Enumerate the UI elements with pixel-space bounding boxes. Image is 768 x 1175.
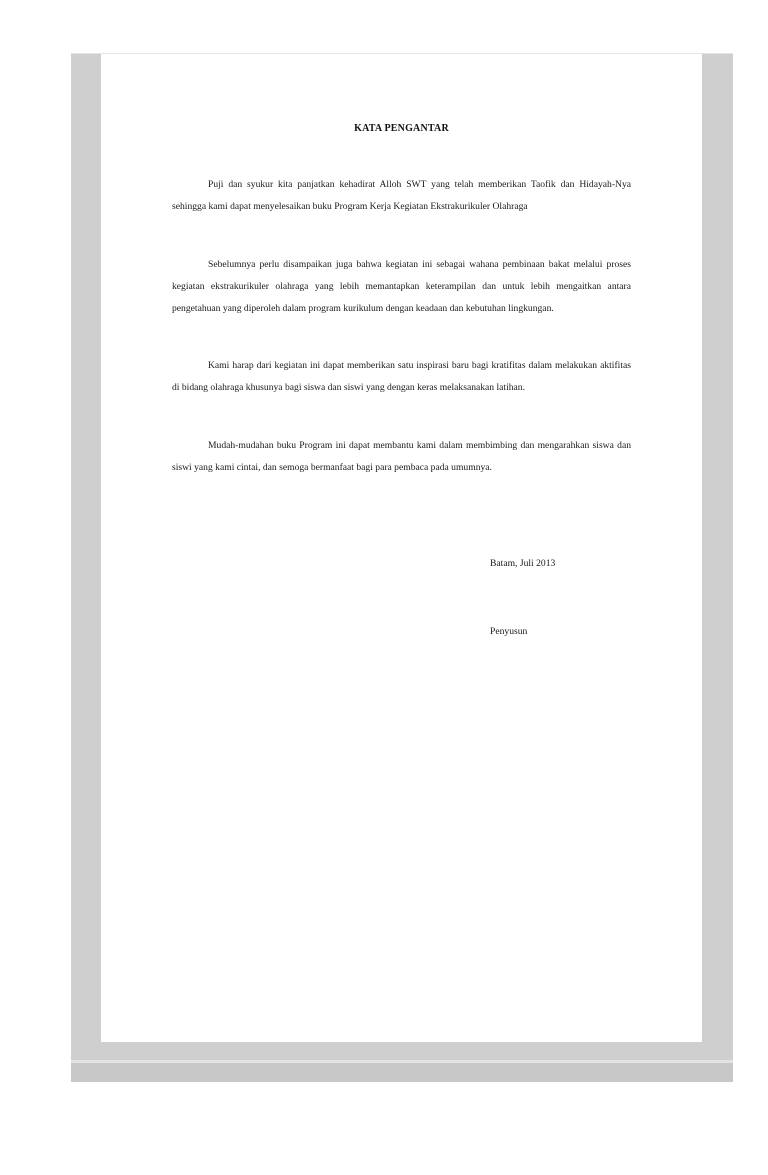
page-title: KATA PENGANTAR	[354, 123, 449, 134]
author-signature: Penyusun	[490, 626, 528, 637]
viewer-bottom-bar	[71, 1063, 733, 1082]
paragraph-2: Sebelumnya perlu disampaikan juga bahwa kegiatan ini sebagai wahana pembinaan bakat melalui proses kegiatan ekstrakurikuler olahraga yang lebih memantapkan keterampilan dan untuk lebih mengaitkan antara pengetahuan yang diperoleh dalam program kurikulum dengan keadaan dan kebutuhan lingkungan.	[172, 259, 631, 314]
paragraph-3: Kami harap dari kegiatan ini dapat memberikan satu inspirasi baru bagi kratifitas dalam melakukan aktifitas di bidang olahraga khusunya bagi siswa dan siswi yang dengan keras melaksanakan latihan.	[172, 360, 631, 393]
place-date: Batam, Juli 2013	[490, 558, 556, 569]
paragraph-4: Mudah-mudahan buku Program ini dapat membantu kami dalam membimbing dan mengarahkan siswa dan siswi yang kami cintai, dan semoga bermanfaat bagi para pembaca pada umumnya.	[172, 440, 631, 473]
paragraph-1: Puji dan syukur kita panjatkan kehadirat Alloh SWT yang telah memberikan Taofik dan Hidayah-Nya sehingga kami dapat menyelesaikan buku Program Kerja Kegiatan Ekstrakurikuler Olahraga	[172, 179, 631, 212]
